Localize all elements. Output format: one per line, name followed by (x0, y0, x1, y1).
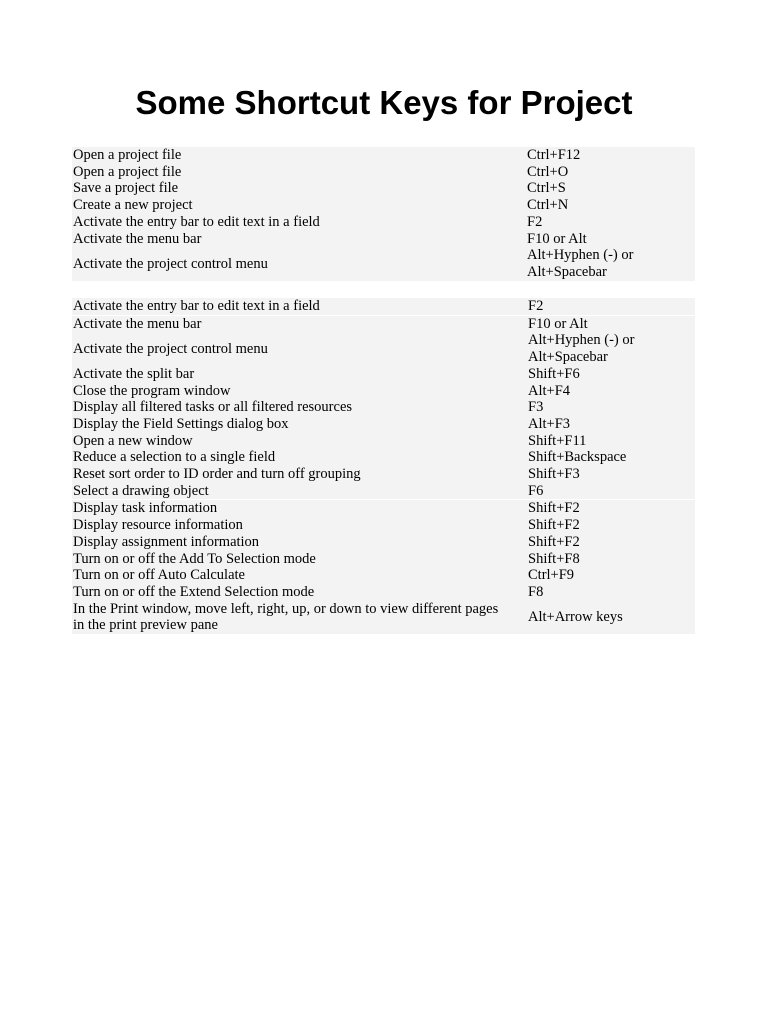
keys-cell: Shift+F2 (528, 500, 580, 517)
table-row (72, 164, 695, 181)
keys-cell: Shift+F6 (528, 365, 580, 382)
keys-cell: F6 (528, 482, 544, 499)
table-row (72, 416, 695, 433)
action-cell: Display task information (73, 500, 218, 517)
action-cell: Display resource information (73, 517, 243, 534)
action-cell: Display the Field Settings dialog box (73, 415, 289, 432)
action-cell: Activate the project control menu (73, 340, 268, 357)
action-cell: Turn on or off the Add To Selection mode (73, 550, 316, 567)
action-cell: Reset sort order to ID order and turn off grouping (73, 466, 361, 483)
action-cell: Reduce a selection to a single field (73, 449, 276, 466)
table-row (72, 449, 695, 466)
action-cell: Turn on or off Auto Calculate (73, 567, 245, 584)
keys-cell: Shift+F11 (528, 432, 587, 449)
keys-cell: Shift+Backspace (528, 449, 627, 466)
table-row (72, 383, 695, 400)
keys-line: Alt+Hyphen (-) or (527, 247, 634, 264)
action-cell: Activate the split bar (73, 365, 195, 382)
keys-cell: Shift+F8 (528, 550, 580, 567)
action-cell: Display assignment information (73, 533, 260, 550)
action-cell: Activate the entry bar to edit text in a field (73, 298, 320, 314)
table-row (72, 499, 695, 517)
action-cell: Display all filtered tasks or all filtered resources (73, 399, 353, 416)
table-row (72, 517, 695, 534)
action-cell: Open a project file (73, 163, 182, 180)
keys-cell: Ctrl+F12 (527, 147, 581, 163)
keys-cell: Ctrl+S (527, 180, 566, 197)
keys-cell: Alt+Arrow keys (528, 609, 623, 625)
shortcut-table-2 (72, 298, 695, 634)
keys-cell: F8 (528, 583, 544, 600)
action-cell: Activate the project control menu (73, 255, 268, 272)
table-row (72, 567, 695, 584)
keys-cell (527, 332, 695, 365)
keys-cell: F3 (528, 399, 544, 416)
action-cell: Activate the entry bar to edit text in a field (73, 213, 320, 230)
table-row (72, 147, 695, 164)
action-cell: Close the program window (73, 382, 231, 399)
keys-cell: Ctrl+O (527, 163, 569, 180)
keys-cell: F2 (527, 213, 543, 230)
action-cell: Activate the menu bar (73, 315, 202, 332)
table-row (72, 483, 695, 500)
table-row (72, 214, 695, 231)
action-cell (72, 601, 527, 634)
action-cell: Turn on or off the Extend Selection mode (73, 583, 315, 600)
keys-cell: F10 or Alt (528, 315, 588, 332)
keys-cell: Ctrl+N (527, 197, 569, 214)
action-line: in the print preview pane (73, 617, 218, 634)
table-row (72, 366, 695, 383)
table-row (72, 298, 695, 315)
keys-cell: F2 (528, 298, 544, 314)
table-row (72, 551, 695, 568)
table-row (72, 584, 695, 601)
action-line: In the Print window, move left, right, up, or down to view different pages (73, 600, 499, 617)
table-row (72, 466, 695, 483)
table-row (72, 231, 695, 248)
table-row (72, 534, 695, 551)
table-row (72, 399, 695, 416)
keys-cell (526, 247, 695, 280)
shortcut-table-1 (72, 147, 695, 281)
table-row (72, 332, 695, 365)
table-row (72, 315, 695, 333)
keys-cell: Shift+F2 (528, 533, 580, 550)
keys-line: Alt+Spacebar (527, 263, 607, 280)
keys-cell: F10 or Alt (527, 230, 587, 247)
table-row (72, 601, 695, 634)
table-row (72, 433, 695, 450)
page-title: Some Shortcut Keys for Project (135, 84, 633, 121)
keys-cell: Shift+F2 (528, 517, 580, 534)
keys-line: Alt+Hyphen (-) or (528, 332, 635, 349)
action-cell: Open a project file (73, 147, 182, 163)
keys-cell: Alt+F3 (528, 415, 571, 432)
action-cell: Activate the menu bar (73, 230, 202, 247)
action-cell: Create a new project (73, 197, 193, 214)
keys-cell: Alt+F4 (528, 382, 571, 399)
table-row (72, 180, 695, 197)
table-row (72, 247, 695, 280)
keys-cell: Ctrl+F9 (528, 567, 575, 584)
action-cell: Open a new window (73, 432, 193, 449)
table-row (72, 197, 695, 214)
keys-line: Alt+Spacebar (528, 349, 608, 366)
action-cell: Select a drawing object (73, 482, 209, 499)
action-cell: Save a project file (73, 180, 179, 197)
keys-cell: Shift+F3 (528, 466, 580, 483)
